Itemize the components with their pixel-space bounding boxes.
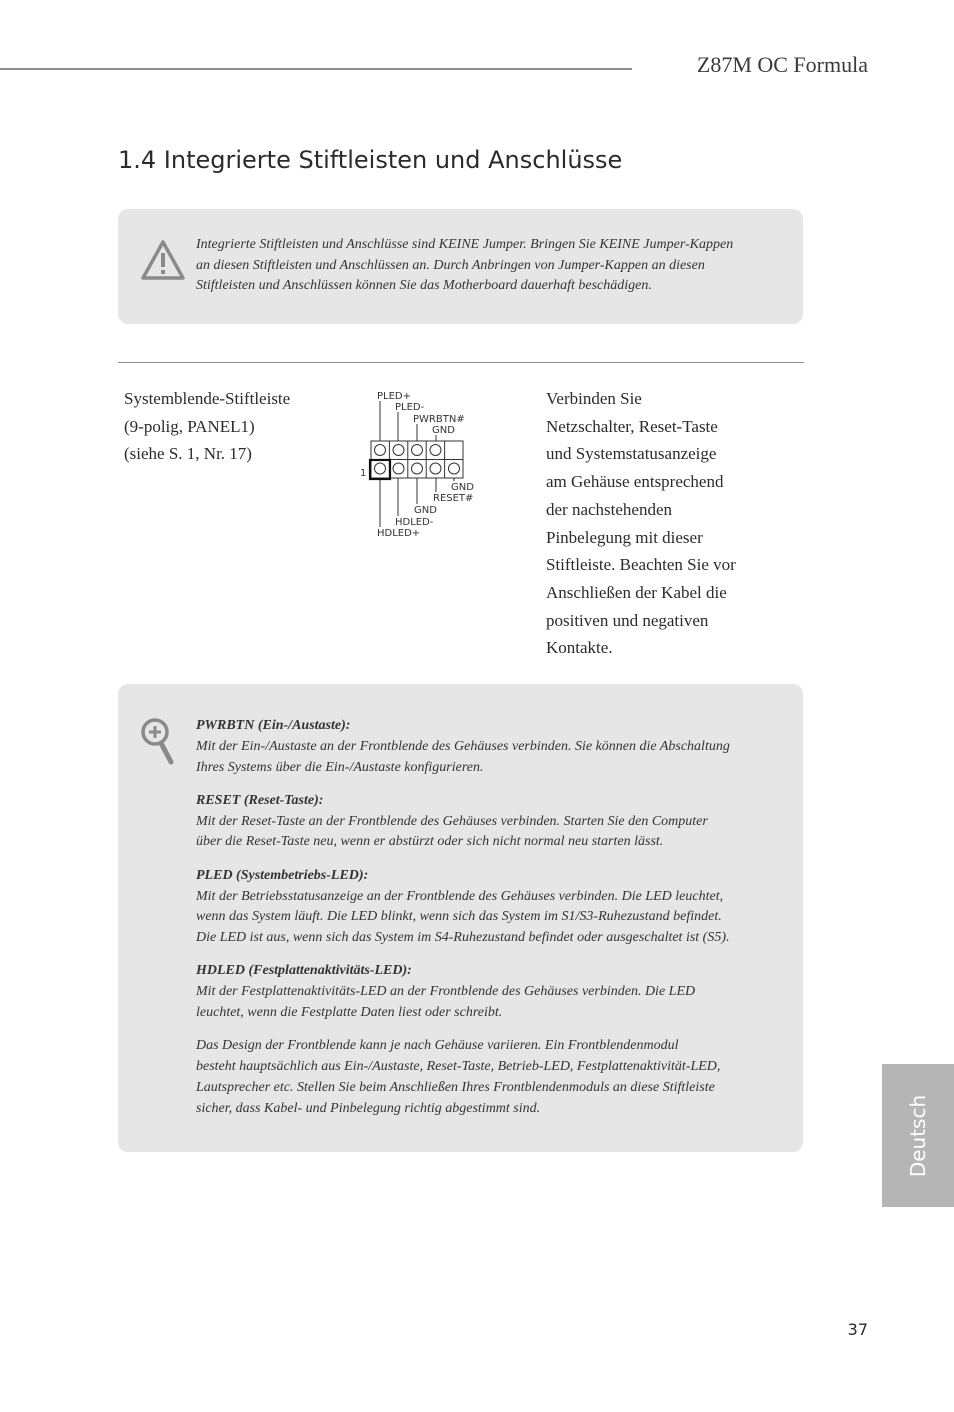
- pin-label-pled-plus: PLED+: [377, 391, 411, 402]
- note-line: sicher, dass Kabel- und Pinbelegung richtig abgestimmt sind.: [196, 1100, 541, 1116]
- section-divider: [118, 362, 804, 363]
- warning-triangle-icon: [140, 239, 186, 281]
- note-title: PWRBTN (Ein-/Austaste):: [196, 718, 351, 733]
- caution-text: [196, 235, 776, 297]
- section-title: 1.4 Integrierte Stiftleisten und Anschlüsse: [118, 146, 623, 174]
- description-line: und Systemstatusanzeige: [546, 444, 717, 464]
- caution-box: [118, 209, 803, 324]
- note-reset: [196, 791, 776, 853]
- pin-label-gnd-top: GND: [432, 425, 455, 436]
- description-line: der nachstehenden: [546, 499, 673, 519]
- pin-label-reset: RESET#: [433, 493, 474, 504]
- caution-line: an diesen Stiftleisten und Anschlüssen an. Durch Anbringen von Jumper-Kappen an diesen: [196, 257, 705, 273]
- note-line: Lautsprecher etc. Stellen Sie beim Anschließen Ihres Frontblendenmoduls an diese Stiftleiste: [196, 1079, 715, 1095]
- note-line: Ihres Systems über die Ein-/Austaste konfigurieren.: [196, 759, 484, 775]
- note-pwrbtn: [196, 716, 776, 778]
- description-line: Netzschalter, Reset-Taste: [546, 416, 718, 436]
- pin-label-one: 1: [360, 468, 367, 479]
- description-line: Pinbelegung mit dieser: [546, 527, 703, 547]
- note-title: HDLED (Festplattenaktivitäts-LED):: [196, 963, 412, 979]
- note-hdled: [196, 961, 776, 1023]
- note-line: Mit der Festplattenaktivitäts-LED an der Frontblende des Gehäuses verbinden. Die LED: [196, 984, 696, 1000]
- note-title: RESET (Reset-Taste):: [196, 792, 324, 808]
- note-line: über die Reset-Taste neu, wenn er abstürzt oder sich nicht normal neu starten lässt.: [196, 834, 664, 850]
- note-line: Mit der Betriebsstatusanzeige an der Frontblende des Gehäuses verbinden. Die LED leuchtet,: [196, 888, 724, 904]
- model-name: Z87M OC Formula: [696, 52, 868, 77]
- description-line: Anschließen der Kabel die: [546, 582, 727, 602]
- note-line: Die LED ist aus, wenn sich das System im S4-Ruhezustand befindet oder ausgeschaltet ist (S5).: [196, 930, 730, 946]
- note-pled: [196, 866, 776, 949]
- panel-label-line: (siehe S. 1, Nr. 17): [124, 444, 252, 463]
- note-line: besteht hauptsächlich aus Ein-/Austaste, Reset-Taste, Betrieb-LED, Festplattenaktivität-LED,: [196, 1059, 721, 1075]
- note-front-panel-design: [196, 1036, 776, 1119]
- pin-label-pled-minus: PLED-: [395, 402, 425, 413]
- note-line: leuchtet, wenn die Festplatte Daten liest oder schreibt.: [196, 1005, 503, 1021]
- panel-header-label: [124, 385, 290, 468]
- language-tab: [882, 1064, 954, 1207]
- note-line: Mit der Ein-/Austaste an der Frontblende des Gehäuses verbinden. Sie können die Abschaltung: [196, 738, 730, 754]
- description-line: am Gehäuse entsprechend: [546, 472, 724, 492]
- pin-label-pwrbtn: PWRBTN#: [413, 414, 465, 425]
- pin-label-gnd-bottom: GND: [414, 505, 437, 516]
- pin-label-hdled-plus: HDLED+: [377, 528, 421, 539]
- note-title: PLED (Systembetriebs-LED):: [196, 867, 369, 883]
- notes-box: [118, 684, 803, 1152]
- panel-pin-diagram: [356, 386, 496, 542]
- page-number: 37: [847, 1320, 868, 1339]
- note-line: Mit der Reset-Taste an der Frontblende des Gehäuses verbinden. Starten Sie den Computer: [196, 813, 708, 829]
- panel-label-line: (9-polig, PANEL1): [124, 416, 255, 436]
- caution-line: Stiftleisten und Anschlüssen können Sie das Motherboard dauerhaft beschädigen.: [196, 278, 652, 293]
- pin-label-hdled-minus: HDLED-: [395, 517, 434, 528]
- description-line: Verbinden Sie: [546, 389, 642, 408]
- description-line: Stiftleiste. Beachten Sie vor: [546, 555, 736, 575]
- notes-list: [196, 716, 776, 1132]
- description-line: Kontakte.: [546, 638, 613, 658]
- description-line: positiven und negativen: [546, 610, 709, 630]
- note-line: wenn das System läuft. Die LED blinkt, wenn sich das System im S1/S3-Ruhezustand befindet.: [196, 909, 722, 925]
- note-line: Das Design der Frontblende kann je nach Gehäuse variieren. Ein Frontblendenmodul: [196, 1038, 679, 1054]
- pin-label-gnd-right: GND: [451, 482, 474, 493]
- header-rule: [0, 68, 632, 70]
- magnifier-plus-icon: [140, 716, 176, 766]
- language-tab-label: Deutsch: [906, 1094, 930, 1178]
- panel-description: [546, 385, 766, 662]
- caution-line: Integrierte Stiftleisten und Anschlüsse sind KEINE Jumper. Bringen Sie KEINE Jumper-Kappen: [196, 237, 734, 252]
- panel-label-line: Systemblende-Stiftleiste: [124, 389, 291, 408]
